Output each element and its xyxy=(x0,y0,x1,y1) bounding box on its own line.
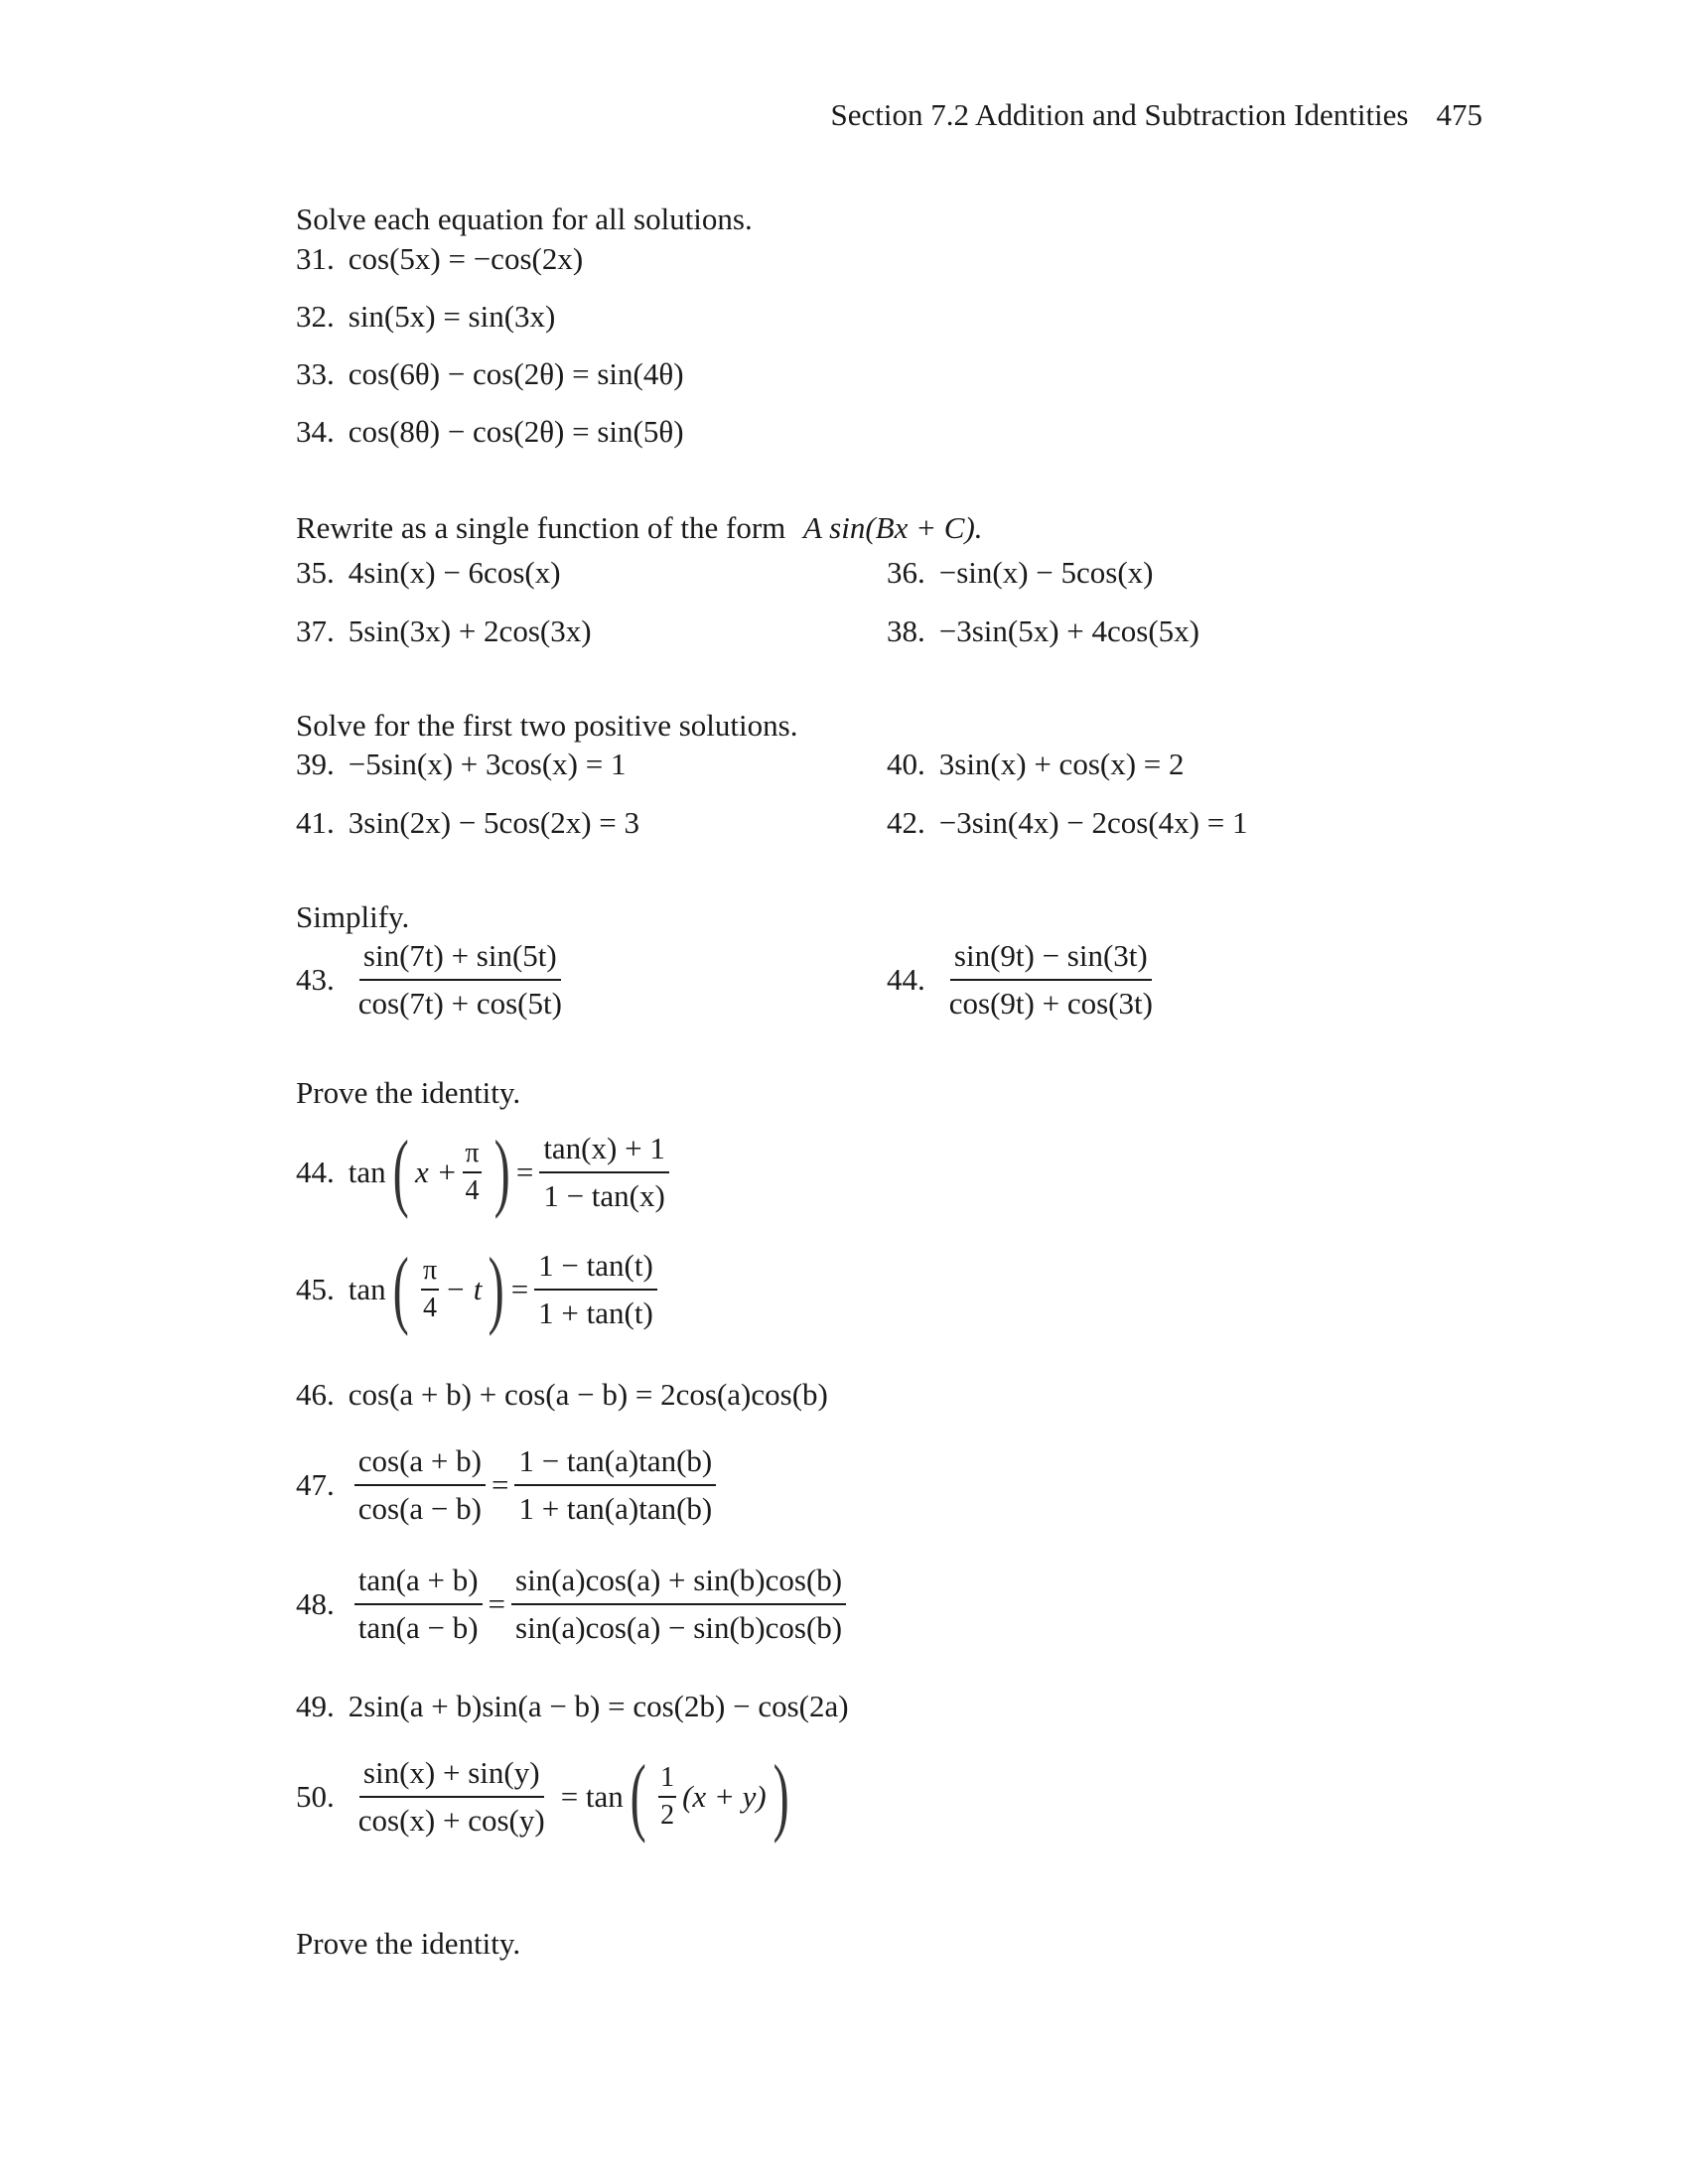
problem-41: 41. 3sin(2x) − 5cos(2x) = 3 xyxy=(296,805,640,840)
problem-42: 42. −3sin(4x) − 2cos(4x) = 1 xyxy=(887,805,1248,840)
problem-34: 34. cos(8θ) − cos(2θ) = sin(5θ) xyxy=(296,414,684,449)
problem-50: 50. $\frac{\sin(x) + \sin(y)}{\cos(x) + \cos(y)}$ = tan ( $\frac{1}{2}$ (x + y) ) xyxy=(296,1748,789,1844)
problem-45: 45. tan ( $\frac{\pi}{4}$ − t ) = $\frac{1 - \tan(t)}{1 + \tan(t)}$ xyxy=(296,1246,663,1333)
instruction-prove: Prove the identity. xyxy=(296,1075,521,1110)
problem-43: 43. $\frac{\sin(7t) + \sin(5t)}{\cos(7t) + \cos(5t)}$ xyxy=(296,936,572,1024)
right-paren: ) xyxy=(493,1124,510,1220)
fraction: $\frac{1}{2}$ xyxy=(660,1762,675,1831)
fraction: $\frac{\sin(9t) - \sin(3t)}{\cos(9t) + \cos(3t)}$ xyxy=(948,938,1153,1021)
problem-46: 46. cos(a + b) + cos(a − b) = 2cos(a)cos(b) xyxy=(296,1377,828,1412)
problem-48: 48. $\frac{\tan(a + b)}{\tan(a - b)}$ = $\frac{\sin(a)\cos(a) + \sin(b)\cos(b)}{\sin(a)\cos(a) - \sin(b)\cos(b)}$ xyxy=(296,1561,852,1648)
problem-35: 35. 4sin(x) − 6cos(x) xyxy=(296,555,561,590)
problem-33: 33. cos(6θ) − cos(2θ) = sin(4θ) xyxy=(296,356,684,391)
problem-44-prove: 44. tan ( x + $\frac{\pi}{4}$ ) = $\frac{\tan(x) + 1}{1 - \tan(x)}$ xyxy=(296,1129,675,1216)
fraction: $\frac{\pi}{4}$ xyxy=(465,1138,480,1206)
section-title: Section 7.2 Addition and Subtraction Identities xyxy=(830,97,1409,132)
problem-32: 32. sin(5x) = sin(3x) xyxy=(296,299,556,334)
problem-38: 38. −3sin(5x) + 4cos(5x) xyxy=(887,614,1200,648)
problem-44-simplify: 44. $\frac{\sin(9t) - \sin(3t)}{\cos(9t) + \cos(3t)}$ xyxy=(887,936,1163,1024)
instruction-rewrite: Rewrite as a single function of the form A sin(Bx + C). xyxy=(296,510,983,545)
fraction: $\frac{\sin(7t) + \sin(5t)}{\cos(7t) + \cos(5t)}$ xyxy=(357,938,562,1021)
problem-49: 49. 2sin(a + b)sin(a − b) = cos(2b) − cos(2a) xyxy=(296,1689,849,1723)
problem-47: 47. $\frac{\cos(a + b)}{\cos(a - b)}$ = $\frac{1 - \tan(a)\tan(b)}{1 + \tan(a)\tan(b)}$ xyxy=(296,1441,722,1529)
instruction-first-two: Solve for the first two positive solutions. xyxy=(296,708,798,743)
fraction: $\frac{\cos(a + b)}{\cos(a - b)}$ xyxy=(354,1441,486,1529)
fraction: $\frac{1 - \tan(t)}{1 + \tan(t)}$ xyxy=(534,1246,657,1333)
fraction: $\frac{\sin(a)\cos(a) + \sin(b)\cos(b)}{\sin(a)\cos(a) - \sin(b)\cos(b)}$ xyxy=(511,1561,846,1648)
form-expression: A sin(Bx + C). xyxy=(803,510,983,545)
page-header xyxy=(0,97,1482,133)
page-number: 475 xyxy=(1436,97,1482,132)
left-paren: ( xyxy=(392,1241,409,1337)
instruction-prove-2: Prove the identity. xyxy=(296,1926,521,1961)
fraction: $\frac{\pi}{4}$ xyxy=(422,1255,438,1323)
fraction: $\frac{\tan(a + b)}{\tan(a - b)}$ xyxy=(354,1561,483,1648)
problem-39: 39. −5sin(x) + 3cos(x) = 1 xyxy=(296,747,627,781)
left-paren: ( xyxy=(630,1748,646,1844)
fraction: $\frac{\tan(x) + 1}{1 - \tan(x)}$ xyxy=(539,1129,669,1216)
fraction: $\frac{1 - \tan(a)\tan(b)}{1 + \tan(a)\tan(b)}$ xyxy=(514,1441,716,1529)
right-paren: ) xyxy=(488,1241,505,1337)
instruction-solve-all: Solve each equation for all solutions. xyxy=(296,202,753,236)
problem-31: 31. cos(5x) = −cos(2x) xyxy=(296,241,584,276)
problem-37: 37. 5sin(3x) + 2cos(3x) xyxy=(296,614,592,648)
problem-36: 36. −sin(x) − 5cos(x) xyxy=(887,555,1154,590)
fraction: $\frac{\sin(x) + \sin(y)}{\cos(x) + \cos(y)}$ xyxy=(357,1755,545,1838)
right-paren: ) xyxy=(773,1748,789,1844)
left-paren: ( xyxy=(392,1124,409,1220)
instruction-simplify: Simplify. xyxy=(296,899,410,934)
problem-40: 40. 3sin(x) + cos(x) = 2 xyxy=(887,747,1185,781)
